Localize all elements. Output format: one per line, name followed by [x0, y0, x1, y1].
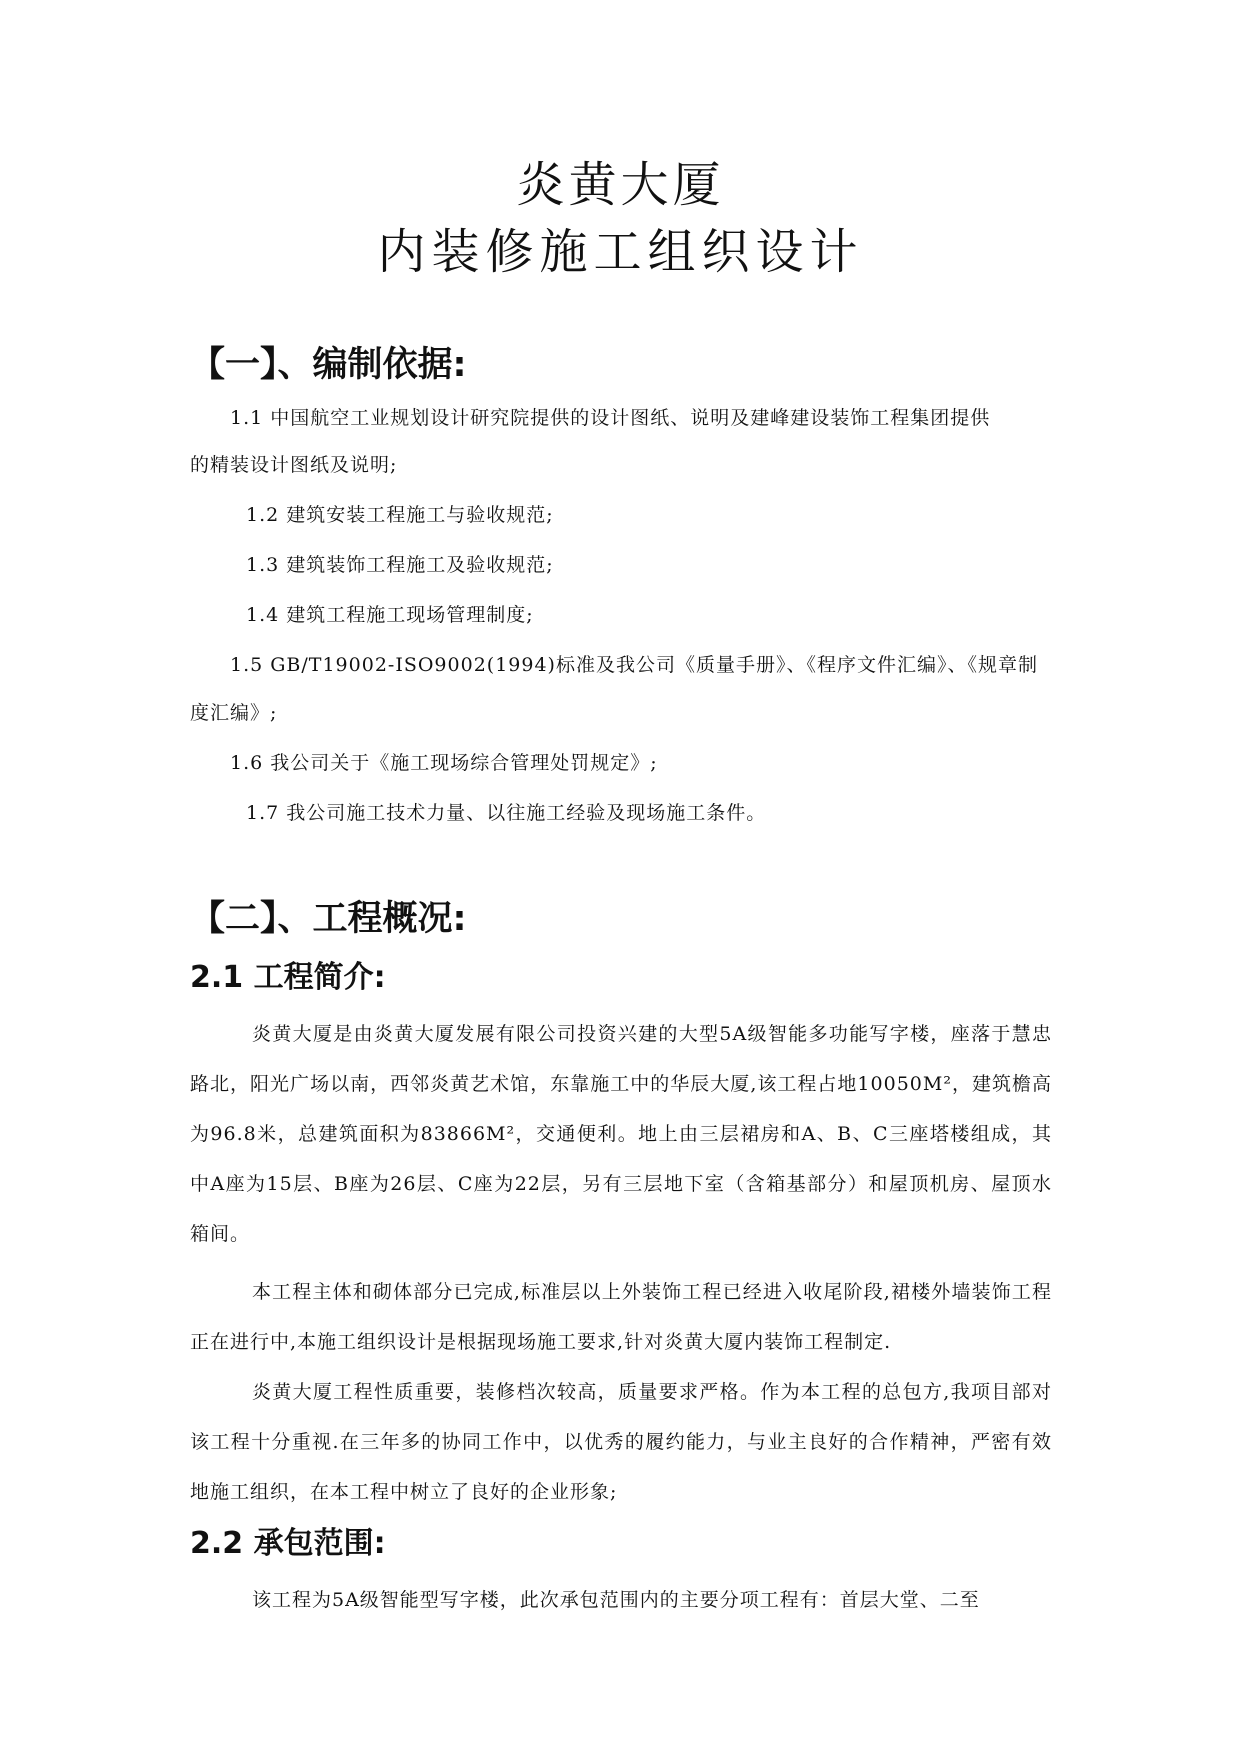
basis-item-1-6: 1.6 我公司关于《施工现场综合管理处罚规定》; [230, 752, 658, 774]
scope-paragraph-1: 该工程为5A级智能型写字楼，此次承包范围内的主要分项工程有：首层大堂、二至 [252, 1589, 980, 1611]
section-heading-overview: 【二】、工程概况: [190, 899, 467, 939]
subsection-heading-intro: 2.1 工程简介: [190, 960, 386, 995]
document-subtitle: 内装修施工组织设计 [377, 224, 864, 280]
intro-paragraph-3: 炎黄大厦工程性质重要，装修档次较高，质量要求严格。作为本工程的总包方,我项目部对该工程十分重视.在三年多的协同工作中，以优秀的履约能力，与业主良好的合作精神，严密有效地施工组织，在本工程中树立了良好的企业形象; [190, 1381, 1052, 1503]
basis-item-1-1: 1.1 中国航空工业规划设计研究院提供的设计图纸、说明及建峰建设装饰工程集团提供 [230, 407, 991, 429]
subsection-heading-scope: 2.2 承包范围: [190, 1526, 386, 1561]
basis-item-1-2: 1.2 建筑安装工程施工与验收规范; [246, 504, 554, 526]
section-heading-basis: 【一】、编制依据: [190, 345, 467, 385]
intro-paragraph-2: 本工程主体和砌体部分已完成,标准层以上外装饰工程已经进入收尾阶段,裙楼外墙装饰工程正在进行中,本施工组织设计是根据现场施工要求,针对炎黄大厦内装饰工程制定. [190, 1281, 1052, 1353]
basis-item-1-1-cont: 的精装设计图纸及说明; [190, 454, 398, 476]
intro-paragraph-1: 炎黄大厦是由炎黄大厦发展有限公司投资兴建的大型5A级智能多功能写字楼，座落于慧忠路北，阳光广场以南，西邻炎黄艺术馆，东靠施工中的华辰大厦,该工程占地10050M²，建筑檐高为96.8米，总建筑面积为83866M²，交通便利。地上由三层裙房和A、B、C三座塔楼组成，其中A座为15层、B座为26层、C座为22层，另有三层地下室（含箱基部分）和屋顶机房、屋顶水箱间。 [190, 1023, 1052, 1245]
basis-item-1-5: 1.5 GB/T19002-ISO9002(1994)标准及我公司《质量手册》、《程序文件汇编》、《规章制 [230, 654, 1038, 676]
document-title: 炎黄大厦 [516, 157, 725, 213]
basis-item-1-3: 1.3 建筑装饰工程施工及验收规范; [246, 554, 554, 576]
basis-item-1-7: 1.7 我公司施工技术力量、以往施工经验及现场施工条件。 [246, 802, 767, 824]
basis-item-1-4: 1.4 建筑工程施工现场管理制度; [246, 604, 534, 626]
basis-item-1-5-cont: 度汇编》; [190, 702, 278, 724]
